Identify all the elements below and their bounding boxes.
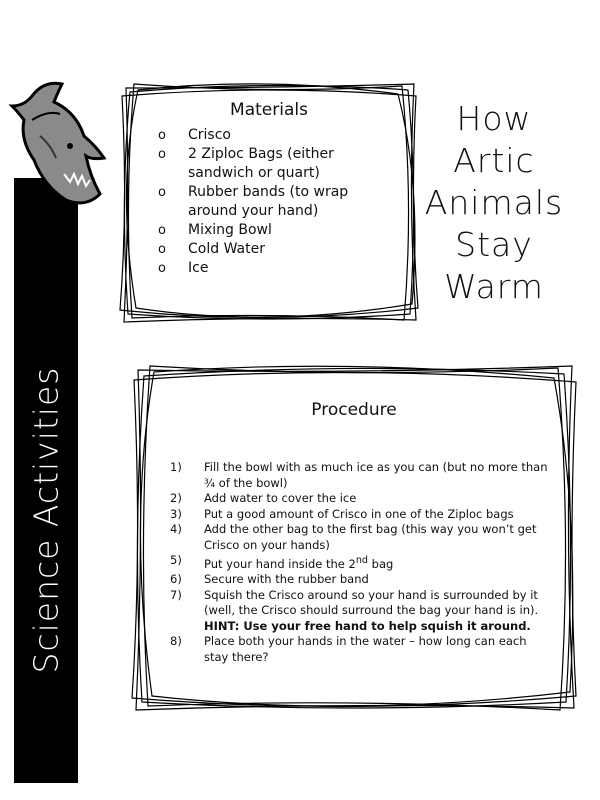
title-line: Stay <box>455 225 533 264</box>
procedure-heading: Procedure <box>311 400 397 420</box>
page-title <box>424 98 564 308</box>
list-item: o Cold Water <box>158 241 265 257</box>
materials-heading: Materials <box>230 100 308 120</box>
list-item: 6) Secure with the rubber band <box>170 572 369 587</box>
list-item: 8) Place both your hands in the water – how long can each stay there? <box>170 634 527 664</box>
materials-box <box>118 78 420 326</box>
materials-list <box>158 126 378 278</box>
shark-icon <box>4 76 116 216</box>
list-item: 3) Put a good amount of Crisco in one of the Ziploc bags <box>170 506 514 521</box>
title-line: Artic <box>453 141 535 180</box>
title-line: Warm <box>444 267 544 306</box>
list-item: 5) Put your hand inside the 2nd bag <box>170 553 394 571</box>
bullet-icon: o <box>158 261 166 276</box>
list-item: o Rubber bands (to wrap around your hand) <box>158 184 349 219</box>
bullet-icon: o <box>158 185 166 200</box>
list-item: 1) Fill the bowl with as much ice as you can (but no more than ¾ of the bowl) <box>170 460 548 490</box>
list-item: 2) Add water to cover the ice <box>170 491 357 505</box>
title-line: How <box>456 99 532 138</box>
bullet-icon: o <box>158 223 166 238</box>
list-item: o 2 Ziploc Bags (either sandwich or quart) <box>158 146 334 181</box>
list-item: o Mixing Bowl <box>158 222 272 238</box>
procedure-steps <box>170 460 550 665</box>
procedure-box <box>130 360 578 716</box>
title-line: Animals <box>424 183 564 222</box>
list-item: 7) Squish the Crisco around so your hand is surrounded by it (well, the Crisco should surround the bag your hand is in). HINT: Use your free hand to help squish it around. <box>170 588 550 635</box>
bullet-icon: o <box>158 147 166 162</box>
sidebar-label: Science Activities <box>26 366 66 674</box>
hint-text: HINT: Use your free hand to help squish it around. <box>204 618 531 633</box>
list-item: o Ice <box>158 260 209 276</box>
list-item: 4) Add the other bag to the first bag (this way you won’t get Crisco on your hands) <box>170 522 537 552</box>
bullet-icon: o <box>158 242 166 257</box>
list-item: o Crisco <box>158 127 231 143</box>
bullet-icon: o <box>158 128 166 143</box>
